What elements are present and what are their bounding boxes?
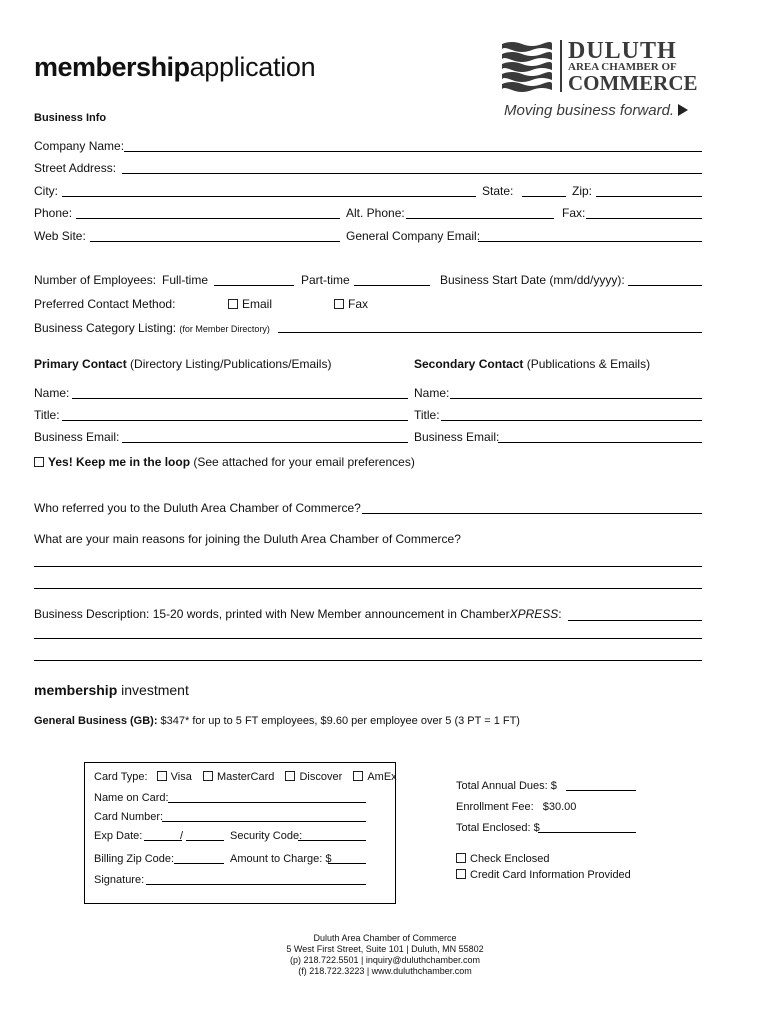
- full-time-label: Full-time: [162, 273, 209, 287]
- footer-line-2: 5 West First Street, Suite 101 | Duluth, MN 55802: [286, 944, 484, 954]
- total-enclosed-field[interactable]: [538, 832, 636, 833]
- primary-title-label: Title:: [34, 408, 60, 422]
- street-address-field[interactable]: [122, 173, 702, 174]
- state-label: State:: [482, 184, 514, 198]
- check-enclosed-checkbox[interactable]: [456, 853, 466, 863]
- description-label: [34, 607, 562, 621]
- tagline-text: Moving business forward.: [504, 102, 675, 119]
- logo-line1: DULUTH: [568, 38, 677, 64]
- section-business-info: Business Info: [34, 112, 107, 124]
- chamber-logo: [502, 40, 702, 100]
- category-note: (for Member Directory): [179, 324, 270, 334]
- city-label: City:: [34, 184, 58, 198]
- footer-line-1: Duluth Area Chamber of Commerce: [313, 933, 457, 943]
- full-time-field[interactable]: [214, 285, 294, 286]
- part-time-field[interactable]: [354, 285, 430, 286]
- visa-label: Visa: [170, 771, 192, 783]
- security-code-field[interactable]: [298, 840, 366, 841]
- employees-label: Number of Employees:: [34, 273, 157, 287]
- gb-label: General Business (GB):: [34, 715, 158, 727]
- zip-field[interactable]: [596, 196, 702, 197]
- street-address-label: Street Address:: [34, 161, 117, 175]
- annual-dues-field[interactable]: [566, 790, 636, 791]
- start-date-label: Business Start Date (mm/dd/yyyy):: [440, 273, 625, 287]
- discover-option[interactable]: [285, 771, 342, 783]
- phone-field[interactable]: [76, 218, 340, 219]
- secondary-email-label: Business Email:: [414, 430, 500, 444]
- secondary-title-label: Title:: [414, 408, 440, 422]
- secondary-name-field[interactable]: [450, 398, 702, 399]
- web-site-field[interactable]: [90, 241, 340, 242]
- category-listing-label: [34, 321, 270, 336]
- primary-email-label: Business Email:: [34, 430, 120, 444]
- fax-field[interactable]: [586, 218, 702, 219]
- gb-text: $347* for up to 5 FT employees, $9.60 per employee over 5 (3 PT = 1 FT): [160, 715, 520, 727]
- fax-option-label: Fax: [348, 297, 369, 311]
- start-date-field[interactable]: [628, 285, 702, 286]
- footer-line-4: (f) 218.722.3223 | www.duluthchamber.com: [298, 966, 472, 976]
- waves-icon: [502, 40, 552, 92]
- name-on-card-field[interactable]: [168, 802, 366, 803]
- mastercard-label: MasterCard: [216, 771, 275, 783]
- title-light: application: [189, 52, 316, 82]
- amex-label: AmEx: [367, 771, 397, 783]
- web-site-label: Web Site:: [34, 229, 86, 243]
- amount-field[interactable]: [328, 863, 366, 864]
- description-line-1[interactable]: [34, 638, 702, 639]
- secondary-contact-heading: [414, 357, 650, 371]
- amount-label: Amount to Charge: $: [230, 853, 332, 865]
- name-on-card-label: Name on Card:: [94, 792, 169, 804]
- exp-date-label: Exp Date:: [94, 830, 143, 842]
- email-option[interactable]: [228, 297, 272, 311]
- zip-label: Zip:: [572, 184, 593, 198]
- description-suffix: :: [558, 607, 562, 621]
- part-time-label: Part-time: [301, 273, 350, 287]
- description-line-2[interactable]: [34, 660, 702, 661]
- alt-phone-label: Alt. Phone:: [346, 206, 405, 220]
- page-title: [34, 52, 315, 83]
- logo-divider: [560, 40, 562, 92]
- primary-name-field[interactable]: [72, 398, 408, 399]
- description-prefix: Business Description: 15-20 words, printed with New Member announcement in Chamber: [34, 607, 510, 621]
- preferred-contact-label: Preferred Contact Method:: [34, 297, 176, 311]
- secondary-title-field[interactable]: [441, 420, 702, 421]
- card-type-row: [94, 770, 397, 784]
- reasons-line-1[interactable]: [34, 566, 702, 567]
- visa-checkbox[interactable]: [157, 771, 167, 781]
- primary-email-field[interactable]: [122, 442, 408, 443]
- investment-light: investment: [121, 682, 189, 698]
- fax-checkbox[interactable]: [334, 299, 344, 309]
- secondary-contact-bold: Secondary Contact: [414, 357, 524, 371]
- phone-label: Phone:: [34, 206, 73, 220]
- description-line-0[interactable]: [568, 620, 702, 621]
- fax-option[interactable]: [334, 297, 368, 311]
- check-enclosed-option[interactable]: [456, 852, 550, 866]
- investment-bold: membership: [34, 682, 118, 698]
- mastercard-option[interactable]: [203, 771, 274, 783]
- enrollment-fee-row: [456, 800, 576, 814]
- play-arrow-icon: [678, 104, 688, 116]
- total-enclosed-label: Total Enclosed: $: [456, 822, 540, 834]
- primary-name-label: Name:: [34, 386, 70, 400]
- annual-dues-label: Total Annual Dues: $: [456, 780, 557, 792]
- email-option-label: Email: [242, 297, 273, 311]
- email-checkbox[interactable]: [228, 299, 238, 309]
- enrollment-fee-label: Enrollment Fee:: [456, 801, 534, 813]
- referred-field[interactable]: [362, 513, 702, 514]
- signature-field[interactable]: [146, 884, 366, 885]
- check-enclosed-label: Check Enclosed: [470, 853, 550, 865]
- secondary-contact-note: (Publications & Emails): [526, 357, 651, 371]
- billing-zip-label: Billing Zip Code:: [94, 853, 175, 865]
- fax-label: Fax:: [562, 206, 586, 220]
- primary-title-field[interactable]: [62, 420, 408, 421]
- discover-checkbox[interactable]: [285, 771, 295, 781]
- title-bold: membership: [34, 52, 190, 82]
- city-field[interactable]: [62, 196, 476, 197]
- amex-checkbox[interactable]: [353, 771, 363, 781]
- alt-phone-field[interactable]: [406, 218, 554, 219]
- amex-option[interactable]: [353, 771, 396, 783]
- mastercard-checkbox[interactable]: [203, 771, 213, 781]
- visa-option[interactable]: [157, 771, 192, 783]
- footer-line-3: (p) 218.722.5501 | inquiry@duluthchamber.com: [289, 955, 481, 965]
- credit-card-checkbox[interactable]: [456, 869, 466, 879]
- general-business-rate: [34, 714, 520, 728]
- secondary-email-field[interactable]: [498, 442, 702, 443]
- secondary-name-label: Name:: [414, 386, 450, 400]
- card-type-label: Card Type:: [94, 771, 148, 783]
- primary-contact-bold: Primary Contact: [34, 357, 127, 371]
- referred-label: Who referred you to the Duluth Area Chamber of Commerce?: [34, 501, 361, 515]
- logo-tagline: [504, 102, 688, 119]
- logo-line2: AREA CHAMBER OF: [568, 61, 677, 73]
- company-name-label: Company Name:: [34, 139, 125, 153]
- category-listing-field[interactable]: [278, 332, 702, 333]
- logo-line3: COMMERCE: [568, 71, 698, 95]
- exp-year-field[interactable]: [186, 840, 224, 841]
- card-number-field[interactable]: [162, 821, 366, 822]
- keep-in-loop-checkbox[interactable]: [34, 457, 44, 467]
- state-field[interactable]: [522, 196, 566, 197]
- keep-in-loop-option[interactable]: [34, 455, 415, 469]
- exp-separator: /: [180, 830, 184, 842]
- credit-card-label: Credit Card Information Provided: [470, 869, 631, 881]
- general-email-field[interactable]: [478, 241, 702, 242]
- general-email-label: General Company Email:: [346, 229, 481, 243]
- security-code-label: Security Code:: [230, 830, 303, 842]
- credit-card-option[interactable]: [456, 868, 631, 882]
- reasons-line-2[interactable]: [34, 588, 702, 589]
- primary-contact-heading: [34, 357, 331, 371]
- investment-heading: [34, 682, 189, 698]
- billing-zip-field[interactable]: [174, 863, 224, 864]
- card-number-label: Card Number:: [94, 811, 164, 823]
- exp-month-field[interactable]: [144, 840, 182, 841]
- discover-label: Discover: [299, 771, 343, 783]
- keep-in-loop-note: (See attached for your email preferences): [193, 455, 415, 469]
- category-listing-text: Business Category Listing:: [34, 321, 177, 335]
- primary-contact-note: (Directory Listing/Publications/Emails): [130, 357, 332, 371]
- reasons-label: What are your main reasons for joining the Duluth Area Chamber of Commerce?: [34, 532, 461, 546]
- signature-label: Signature:: [94, 874, 145, 886]
- company-name-field[interactable]: [124, 151, 702, 152]
- keep-in-loop-bold: Yes! Keep me in the loop: [48, 455, 191, 469]
- enrollment-fee-value: $30.00: [542, 801, 577, 813]
- description-italic: XPRESS: [509, 607, 559, 621]
